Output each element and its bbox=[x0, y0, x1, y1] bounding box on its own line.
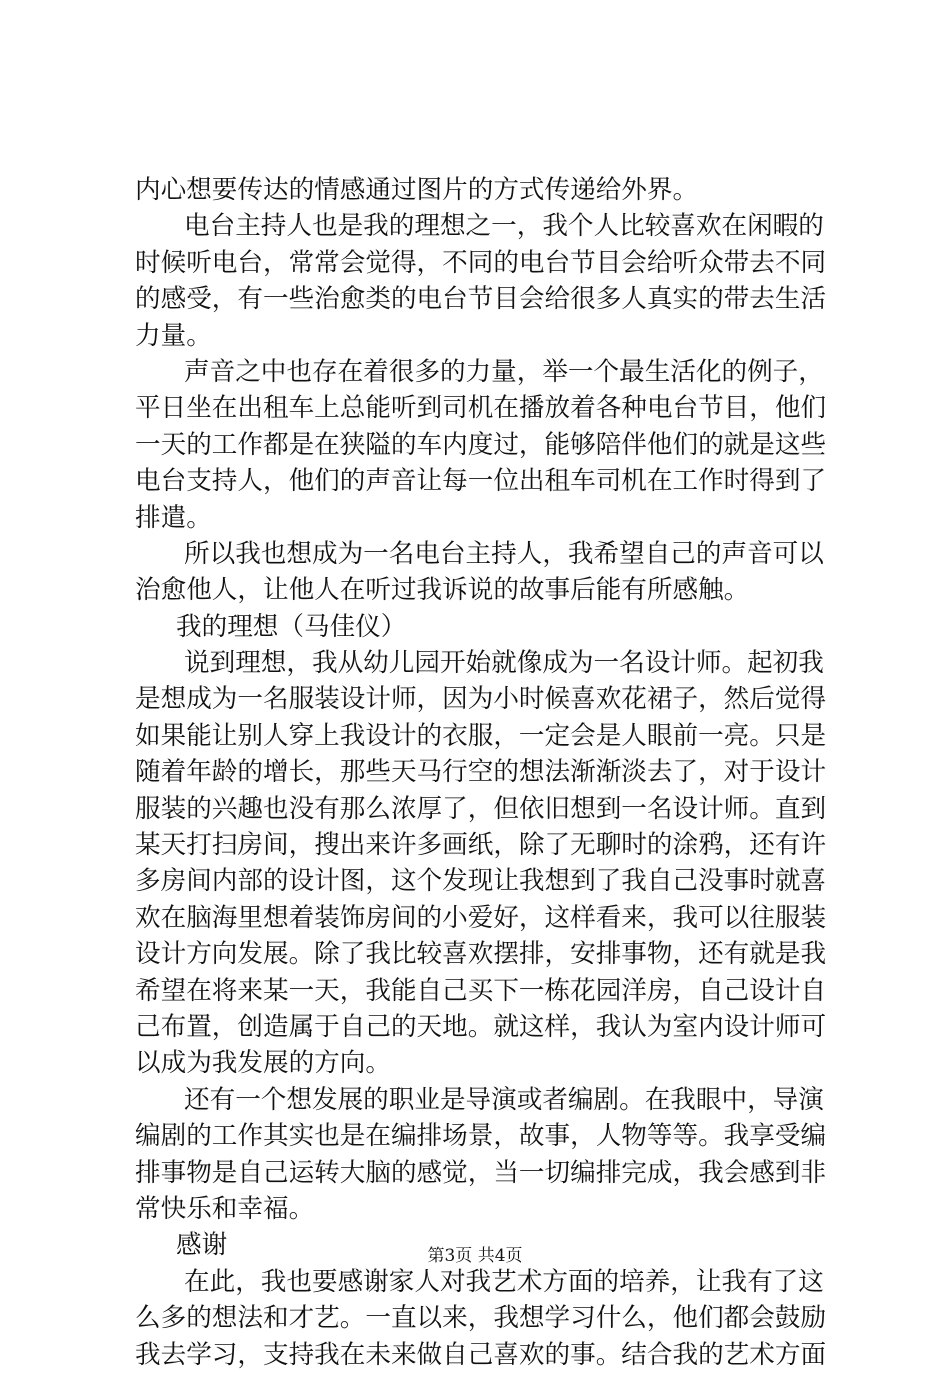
text-line: 随着年龄的增长，那些天马行空的想法渐渐淡去了，对于设计 bbox=[135, 757, 827, 788]
text-line: 以成为我发展的方向。 bbox=[135, 1048, 391, 1079]
text-line: 时候听电台，常常会觉得，不同的电台节目会给听众带去不同 bbox=[135, 247, 827, 278]
text-line: 编剧的工作其实也是在编排场景，故事，人物等等。我享受编 bbox=[135, 1121, 827, 1152]
text-line: 设计方向发展。除了我比较喜欢摆排，安排事物，还有就是我 bbox=[135, 939, 827, 970]
text-line: 治愈他人，让他人在听过我诉说的故事后能有所感触。 bbox=[135, 575, 750, 606]
text-line: 是想成为一名服装设计师，因为小时候喜欢花裙子，然后觉得 bbox=[135, 684, 827, 715]
text-line: 排遣。 bbox=[135, 502, 212, 533]
section-heading: 感谢 bbox=[176, 1230, 228, 1261]
text-line: 声音之中也存在着很多的力量，举一个最生活化的例子， bbox=[184, 356, 824, 387]
page-footer: 第3页 共4页 bbox=[427, 1246, 523, 1266]
text-line: 的感受，有一些治愈类的电台节目会给很多人真实的带去生活 bbox=[135, 284, 827, 315]
text-line: 电台支持人，他们的声音让每一位出租车司机在工作时得到了 bbox=[135, 466, 827, 497]
text-line: 服装的兴趣也没有那么浓厚了，但依旧想到一名设计师。直到 bbox=[135, 793, 827, 824]
text-line: 力量。 bbox=[135, 320, 212, 351]
text-line: 某天打扫房间，搜出来许多画纸，除了无聊时的涂鸦，还有许 bbox=[135, 830, 827, 861]
text-line: 如果能让别人穿上我设计的衣服，一定会是人眼前一亮。只是 bbox=[135, 720, 827, 751]
body-text bbox=[135, 172, 835, 1373]
text-line: 欢在脑海里想着装饰房间的小爱好，这样看来，我可以往服装 bbox=[135, 902, 827, 933]
text-line: 还有一个想发展的职业是导演或者编剧。在我眼中，导演 bbox=[184, 1084, 824, 1115]
text-line: 多房间内部的设计图，这个发现让我想到了我自己没事时就喜 bbox=[135, 866, 827, 897]
text-line: 么多的想法和才艺。一直以来，我想学习什么，他们都会鼓励 bbox=[135, 1303, 827, 1334]
text-line: 我去学习，支持我在未来做自己喜欢的事。结合我的艺术方面 bbox=[135, 1339, 827, 1370]
text-line: 内心想要传达的情感通过图片的方式传递给外界。 bbox=[135, 175, 699, 205]
text-line: 说到理想，我从幼儿园开始就像成为一名设计师。起初我 bbox=[184, 648, 824, 679]
text-line: 常快乐和幸福。 bbox=[135, 1193, 315, 1224]
text-line: 排事物是自己运转大脑的感觉，当一切编排完成，我会感到非 bbox=[135, 1157, 827, 1188]
text-line: 所以我也想成为一名电台主持人，我希望自己的声音可以 bbox=[184, 538, 824, 569]
text-line: 电台主持人也是我的理想之一，我个人比较喜欢在闲暇的 bbox=[184, 211, 824, 242]
section-heading: 我的理想（马佳仪） bbox=[176, 611, 407, 642]
text-line: 一天的工作都是在狭隘的车内度过，能够陪伴他们的就是这些 bbox=[135, 429, 827, 460]
text-line: 平日坐在出租车上总能听到司机在播放着各种电台节目，他们 bbox=[135, 393, 827, 424]
text-line: 希望在将来某一天，我能自己买下一栋花园洋房，自己设计自 bbox=[135, 975, 827, 1006]
text-line: 在此，我也要感谢家人对我艺术方面的培养，让我有了这 bbox=[184, 1266, 824, 1297]
text-line: 己布置，创造属于自己的天地。就这样，我认为室内设计师可 bbox=[135, 1011, 827, 1042]
